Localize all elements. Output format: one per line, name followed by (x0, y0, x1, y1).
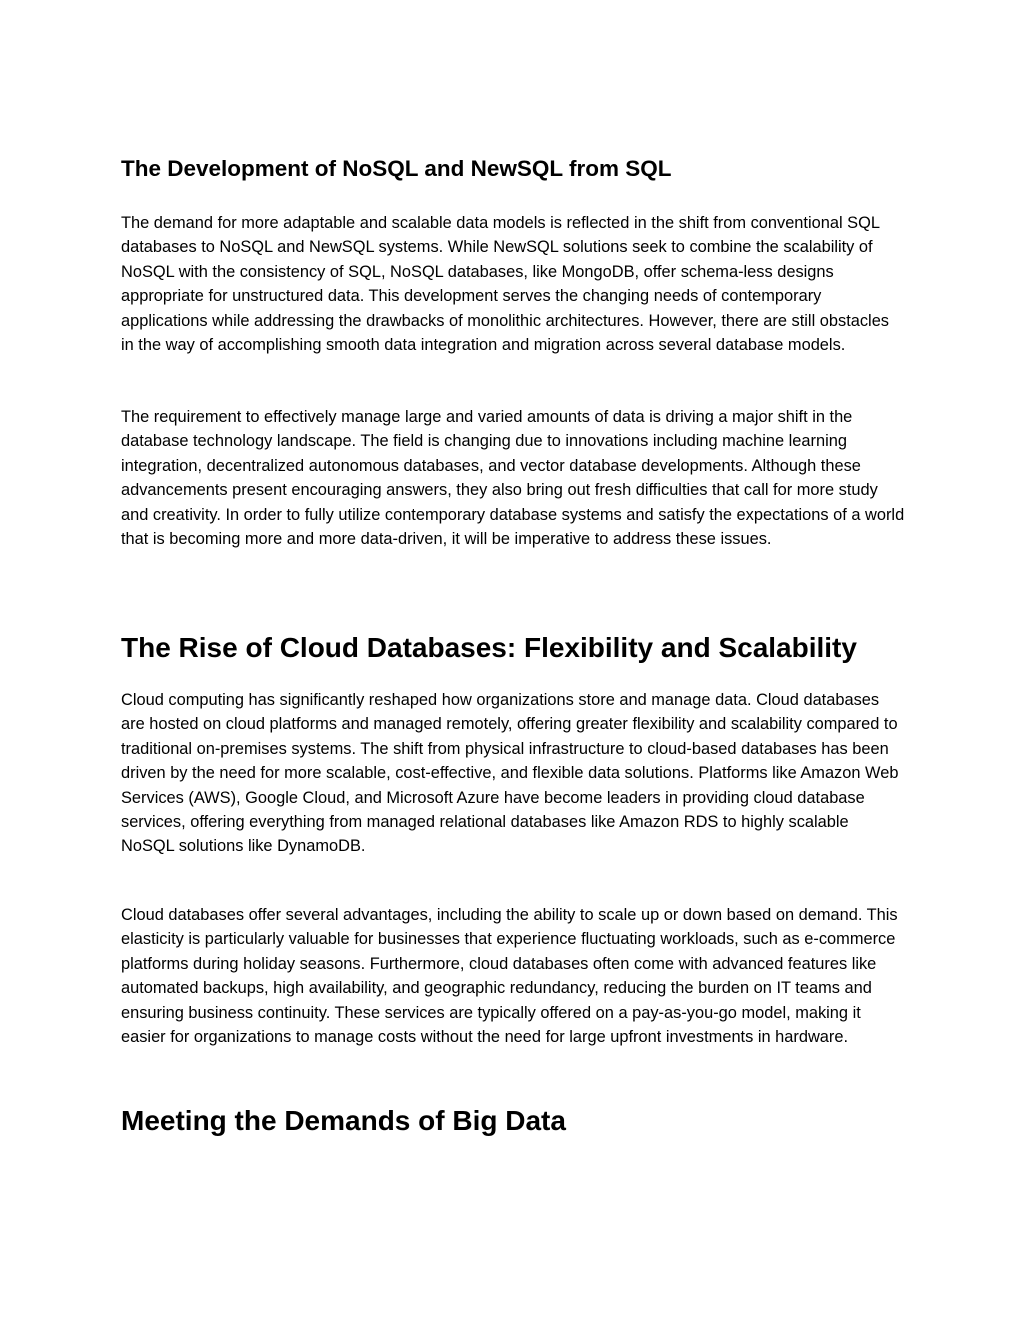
paragraph-cloud-computing: Cloud computing has significantly reshaped how organizations store and manage data. Cloud databases are hosted on cloud platforms and managed remotely, offering greater flexibility and scalability compared to traditional on-premises systems. The shift from physical infrastructure to cloud-based databases has been driven by the need for more scalable, cost-effective, and flexible data solutions. Platforms like Amazon Web Services (AWS), Google Cloud, and Microsoft Azure have become leaders in providing cloud database services, offering everything from managed relational databases like Amazon RDS to highly scalable NoSQL solutions like DynamoDB. (121, 691, 899, 856)
section-heading-nosql-newsql: The Development of NoSQL and NewSQL from SQL (121, 156, 672, 181)
section-heading-big-data: Meeting the Demands of Big Data (121, 1105, 566, 1136)
paragraph-nosql-shift: The demand for more adaptable and scalable data models is reflected in the shift from conventional SQL databases to NoSQL and NewSQL systems. While NewSQL solutions seek to combine the scalability of NoSQL with the consistency of SQL, NoSQL databases, like MongoDB, offer schema-less designs appropriate for unstructured data. This development serves the changing needs of contemporary applications while addressing the drawbacks of monolithic architectures. However, there are still obstacles in the way of accomplishing smooth data integration and migration across several database models. (121, 214, 890, 355)
section-heading-cloud-databases: The Rise of Cloud Databases: Flexibility and Scalability (121, 632, 857, 663)
paragraph-cloud-advantages: Cloud databases offer several advantages, including the ability to scale up or down based on demand. This elasticity is particularly valuable for businesses that experience fluctuating workloads, such as e-commerce platforms during holiday seasons. Furthermore, cloud databases often come with advanced features like automated backups, high availability, and geographic redundancy, reducing the burden on IT teams and ensuring business continuity. These services are typically offered on a pay-as-you-go model, making it easier for organizations to manage costs without the need for large upfront investments in hardware. (121, 906, 898, 1047)
paragraph-database-landscape: The requirement to effectively manage large and varied amounts of data is driving a major shift in the database technology landscape. The field is changing due to innovations including machine learning integration, decentralized autonomous databases, and vector database developments. Although these advancements present encouraging answers, they also bring out fresh difficulties that call for more study and creativity. In order to fully utilize contemporary database systems and satisfy the expectations of a world that is becoming more and more data-driven, it will be imperative to address these issues. (121, 408, 905, 549)
